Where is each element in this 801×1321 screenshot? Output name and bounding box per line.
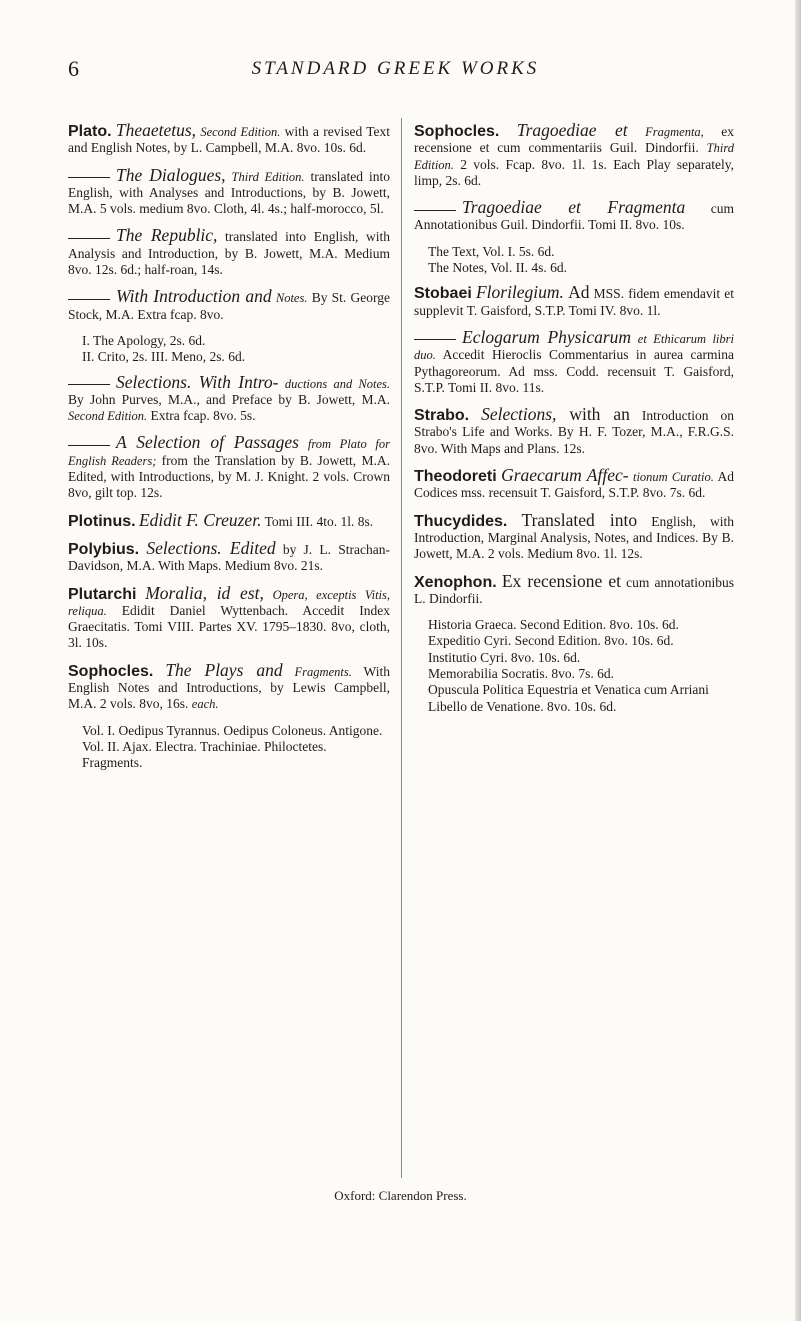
dash-rule xyxy=(68,299,110,300)
catalogue-entry xyxy=(68,582,391,652)
entry-subline: II. Crito, 2s. III. Meno, 2s. 6d. xyxy=(82,349,246,365)
entry-text: from the Translation by B. Jowett, M.A. Edited, with Introductions, by M. J. Knight. 2 vols. Crown 8vo, gilt top. 12s. xyxy=(68,452,390,501)
author-name: Strabo. xyxy=(414,407,470,425)
catalogue-entry xyxy=(414,284,734,319)
edition-note: ductions and Notes. xyxy=(284,376,390,391)
entry-subline: The Notes, Vol. II. 4s. 6d. xyxy=(428,260,567,276)
dash-rule xyxy=(68,445,110,446)
publisher-footer: Oxford: Clarendon Press. xyxy=(334,1188,467,1203)
entry-subline: Vol. I. Oedipus Tyrannus. Oedipus Coloneus. Antigone. xyxy=(82,722,383,738)
work-title: Tragoediae et Fragmenta xyxy=(462,197,686,218)
entry-text: Accedit Hieroclis Commentarius in aurea carmina Pythagoreorum. Ad mss. Codd. recensuit T. Gaisford, S.T.P. Tomi II. 8vo. 11s. xyxy=(414,347,734,395)
catalogue-entry xyxy=(414,406,734,457)
entry-text: with a revised Text and English Notes, by L. Campbell, M.A. xyxy=(68,124,391,156)
edition-note: Opera, exceptis Vitis, reliqua. xyxy=(68,587,391,618)
edition-note: Second Edition. xyxy=(200,125,281,139)
entry-text: MSS. fidem emendavit et supplevit T. Gaisford, S.T.P. Tomi IV. 8vo. 1l. xyxy=(414,286,734,318)
edition-note: each. xyxy=(191,697,219,712)
right-column xyxy=(414,122,734,723)
edition-note: tionum Curatio. xyxy=(632,470,714,485)
work-title: Theaetetus, xyxy=(115,120,197,140)
author-name: Plotinus. xyxy=(68,512,136,530)
edition-note: Third Edition. xyxy=(231,169,305,184)
work-title-roman: Ex recensione et xyxy=(501,570,621,591)
edition-note: Notes. xyxy=(275,291,308,306)
entry-text: By St. George Stock, M.A. Extra fcap. 8vo. xyxy=(68,290,391,322)
author-name: Polybius. xyxy=(68,540,140,558)
work-title: Selections, xyxy=(481,404,557,425)
work-title: Tragoediae et xyxy=(516,120,628,140)
entry-subline: Vol. II. Ajax. Electra. Trachiniae. Philoctetes. Fragments. xyxy=(82,738,327,771)
catalogue-entry xyxy=(68,509,390,530)
entry-text: English, with Introduction, Marginal Analysis, Notes, and Indices. By B. Jowett, M.A. 2 vols. Medium 8vo. 1l. 12s. xyxy=(414,513,735,562)
work-title: Selections. Edited xyxy=(146,537,276,558)
page-number: 6 xyxy=(68,56,79,81)
entry-text: 5 vols. medium 8vo. Cloth, 4l. 4s.; half-morocco, 5l. xyxy=(99,201,384,217)
entry-text: Edidit Daniel Wyttenbach. Accedit Index Graecitatis. Tomi VIII. Partes XV. 1795–1830. 8vo, cloth, 3l. 10s. xyxy=(68,602,390,651)
work-title: Edidit F. Creuzer. xyxy=(138,509,262,530)
catalogue-entry xyxy=(414,467,734,502)
entry-text: 2 vols. Fcap. 8vo. 1l. 1s. Each Play separately, limp, 2s. 6d. xyxy=(414,156,734,188)
work-title: A Selection of Passages xyxy=(116,432,299,453)
catalogue-entry xyxy=(68,371,390,425)
edition-note: from Plato for English Readers; xyxy=(68,437,390,468)
entry-text: cum annotationibus L. Dindorfii. xyxy=(414,574,735,606)
work-title: Graecarum Affec- xyxy=(501,465,629,486)
catalogue-entry xyxy=(68,164,390,218)
author-name: Plutarchi xyxy=(68,585,137,603)
catalogue-entry xyxy=(414,570,735,608)
catalogue-entry xyxy=(414,509,735,563)
work-title-roman: Ad xyxy=(563,282,590,303)
entry-text: 8vo. 10s. 6d. xyxy=(296,140,367,156)
entry-subline: Memorabilia Socratis. 8vo. 7s. 6d. xyxy=(428,666,614,682)
work-title: With Introduction and xyxy=(116,286,272,307)
catalogue-entry xyxy=(68,288,390,323)
catalogue-entry xyxy=(414,326,734,396)
entry-subline: I. The Apology, 2s. 6d. xyxy=(82,332,206,348)
author-name: Plato. xyxy=(68,123,112,140)
entry-text: With English Notes and Introductions, by Lewis Campbell, M.A. 2 vols. 8vo, 16s. xyxy=(68,663,390,712)
entry-text: Ad Codices mss. recensuit T. Gaisford, S.T.P. 8vo. 7s. 6d. xyxy=(414,469,735,501)
dash-rule xyxy=(414,339,456,340)
author-name: Stobaei xyxy=(414,285,472,303)
entry-text: translated into English, with Analyses and Introductions, by B. Jowett, M.A. xyxy=(68,168,390,217)
work-title: Florilegium. xyxy=(475,282,564,303)
entry-text: Extra fcap. 8vo. 5s. xyxy=(147,408,256,424)
dash-rule xyxy=(68,238,110,239)
work-title: The Republic, xyxy=(116,225,218,246)
entry-subline: Expeditio Cyri. Second Edition. 8vo. 10s. 6d. xyxy=(428,633,674,649)
work-title: The Plays and xyxy=(165,659,283,680)
left-column xyxy=(68,122,390,780)
entry-subline: Institutio Cyri. 8vo. 10s. 6d. xyxy=(428,649,581,665)
edition-note: et Ethicarum libri duo. xyxy=(414,331,734,363)
work-title: The Dialogues, xyxy=(116,164,226,185)
catalogue-entry xyxy=(68,434,390,501)
dash-rule xyxy=(68,384,110,385)
author-name: Sophocles. xyxy=(68,662,154,680)
work-title-roman: with an xyxy=(556,404,630,425)
edition-note: Second Edition. xyxy=(68,409,148,424)
entry-text: by J. L. Strachan-Davidson, M.A. With Maps. Medium 8vo. 21s. xyxy=(68,541,390,574)
entry-subline: The Text, Vol. I. 5s. 6d. xyxy=(428,243,555,259)
author-name: Sophocles. xyxy=(414,123,500,140)
catalogue-entry xyxy=(68,659,390,713)
catalogue-entry xyxy=(414,122,734,189)
edition-note: Fragmenta, xyxy=(645,125,704,139)
author-name: Theodoreti xyxy=(414,468,497,486)
page-edge xyxy=(795,0,801,1321)
dash-rule xyxy=(414,210,456,211)
edition-note: Third Edition. xyxy=(414,141,734,172)
edition-note: Fragments. xyxy=(294,664,352,679)
entry-subline: Historia Graeca. Second Edition. 8vo. 10s. 6d. xyxy=(428,617,679,633)
catalogue-entry xyxy=(68,122,390,157)
dash-rule xyxy=(68,177,110,178)
work-title: Moralia, id est, xyxy=(145,582,264,603)
entry-text: By John Purves, M.A., and Preface by B. Jowett, M.A. xyxy=(68,391,390,407)
entry-text: Introduction on Strabo's Life and Works. By H. F. Tozer, M.A., F.R.G.S. 8vo. With Maps and Plans. 12s. xyxy=(414,408,734,456)
work-title-roman: Translated into xyxy=(521,509,638,530)
author-name: Thucydides. xyxy=(414,512,508,530)
catalogue-entry xyxy=(68,537,390,575)
catalogue-entry xyxy=(68,227,390,278)
entry-text: Tomi III. 4to. 1l. 8s. xyxy=(261,513,374,529)
column-rule xyxy=(401,118,402,1178)
work-title: Selections. With Intro- xyxy=(116,371,279,392)
catalogue-entry xyxy=(414,199,734,234)
work-title: Eclogarum Physicarum xyxy=(462,326,632,347)
page-header xyxy=(68,56,723,84)
running-title: STANDARD GREEK WORKS xyxy=(251,58,540,79)
entry-text: cum Annotationibus Guil. Dindorfii. Tomi II. 8vo. 10s. xyxy=(414,201,735,233)
entry-subline: Opuscula Politica Equestria et Venatica cum Arriani Libello de Venatione. 8vo. 10s. 6d. xyxy=(428,682,709,714)
entry-text: ex recensione et cum commentariis Guil. Dindorfii. xyxy=(414,124,735,156)
entry-text: translated into English, with Analysis and Introduction, by B. Jowett, M.A. Medium 8vo. 12s. 6d.; half-roan, 14s. xyxy=(68,229,390,278)
author-name: Xenophon. xyxy=(414,573,497,591)
